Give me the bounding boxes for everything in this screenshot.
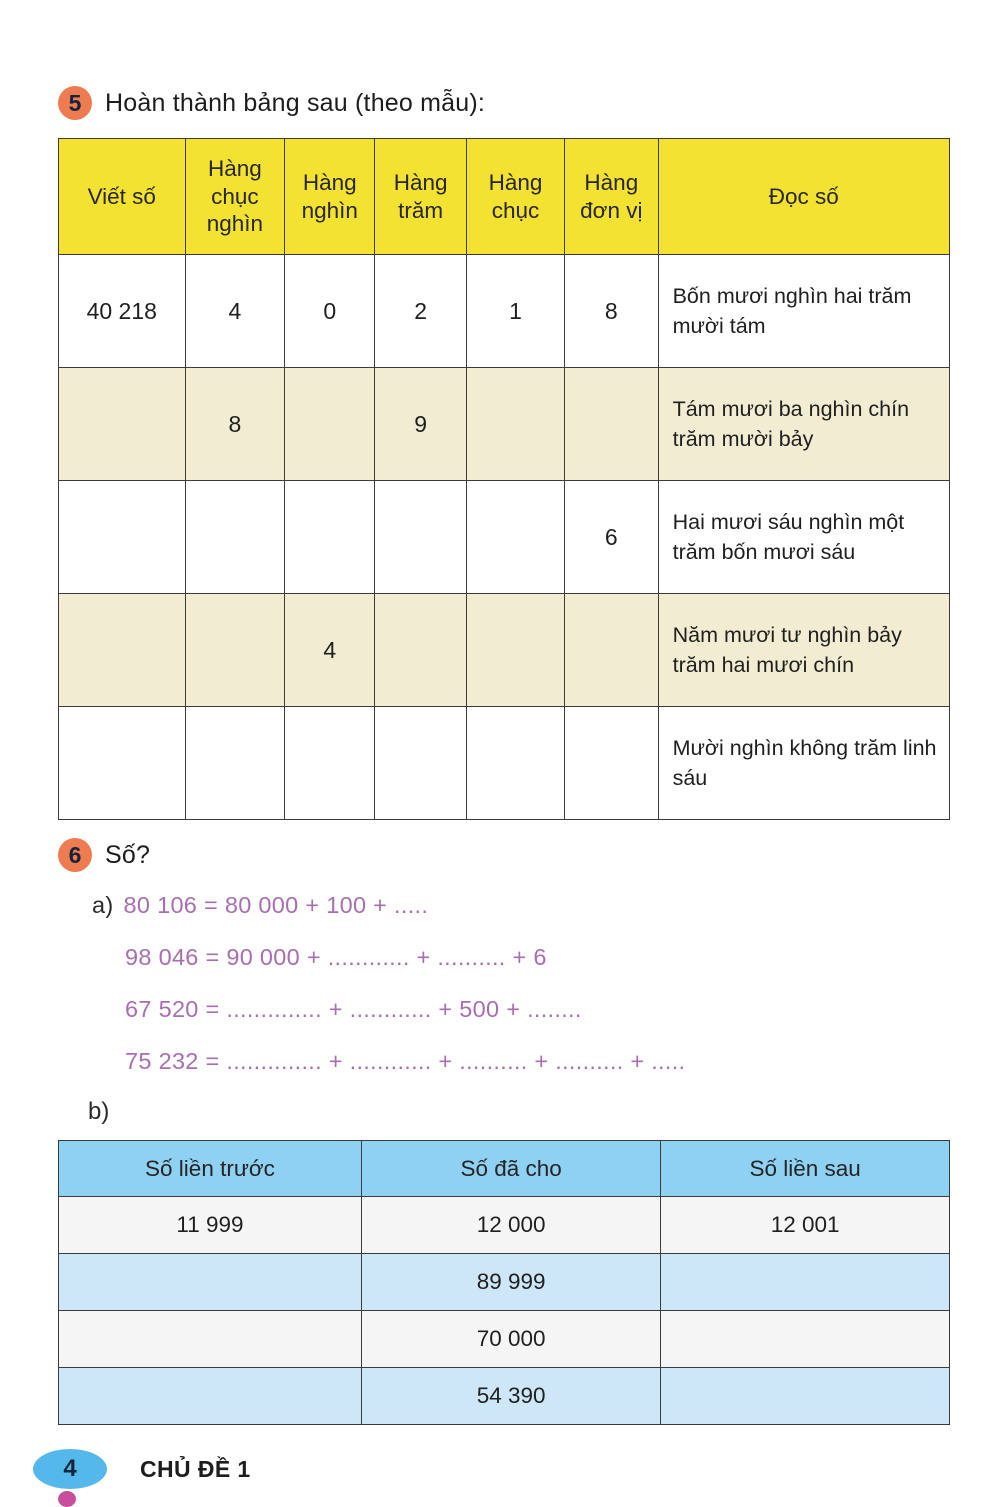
table-row [59,1197,950,1254]
cell-viet-so: 40 218 [59,255,186,368]
cell-don-vi: 6 [565,481,659,594]
cell-nghin: 0 [285,255,375,368]
cell-so-lien-truoc [59,1254,362,1311]
cell-so-da-cho: 12 000 [361,1197,660,1254]
cell-viet-so [59,368,186,481]
cell-doc-so: Mười nghìn không trăm linh sáu [658,707,949,820]
col-header-hang-tram: Hàng trăm [375,139,467,255]
cell-nghin [285,368,375,481]
cell-chuc [467,707,565,820]
equation-line [92,890,950,920]
cell-so-da-cho: 70 000 [361,1311,660,1368]
table-row [59,368,950,481]
table-row [59,255,950,368]
cell-chuc [467,368,565,481]
exercise5-number-badge: 5 [58,86,92,120]
exercise5-title: Hoàn thành bảng sau (theo mẫu): [105,88,486,117]
cell-so-lien-sau: 12 001 [661,1197,950,1254]
neighbors-header-row [59,1141,950,1197]
equation-text: 80 106 = 80 000 + 100 + ..... [123,892,429,918]
exercise5-header [58,86,950,120]
cell-doc-so: Tám mươi ba nghìn chín trăm mười bảy [658,368,949,481]
equation-line [92,994,950,1024]
part-b-label: b) [88,1098,110,1125]
cell-doc-so: Bốn mươi nghìn hai trăm mười tám [658,255,949,368]
cell-nghin [285,481,375,594]
cell-so-lien-truoc: 11 999 [59,1197,362,1254]
cell-chuc: 1 [467,255,565,368]
cell-chuc-nghin [185,594,285,707]
col-header-so-lien-sau: Số liền sau [661,1141,950,1197]
col-header-doc-so: Đọc số [658,139,949,255]
cell-chuc [467,481,565,594]
col-header-so-lien-truoc: Số liền trước [59,1141,362,1197]
chapter-label: CHỦ ĐỀ 1 [140,1455,251,1482]
cell-doc-so: Hai mươi sáu nghìn một trăm bốn mươi sáu [658,481,949,594]
equation-line [92,942,950,972]
equation-text: 98 046 = 90 000 + ............ + .......... + 6 [125,944,547,970]
cell-so-da-cho: 54 390 [361,1368,660,1425]
exercise6-part-a [92,890,950,1076]
table-row [59,594,950,707]
cell-so-da-cho: 89 999 [361,1254,660,1311]
col-header-viet-so: Viết số [59,139,186,255]
page-edge-mark [58,1491,76,1507]
exercise6-header [58,838,950,872]
cell-chuc-nghin [185,481,285,594]
cell-tram: 2 [375,255,467,368]
cell-don-vi: 8 [565,255,659,368]
col-header-hang-chuc: Hàng chục [467,139,565,255]
table-row [59,1254,950,1311]
place-value-table [58,138,950,820]
col-header-hang-nghin: Hàng nghìn [285,139,375,255]
cell-chuc-nghin: 4 [185,255,285,368]
cell-so-lien-sau [661,1254,950,1311]
table-row [59,481,950,594]
cell-so-lien-truoc [59,1368,362,1425]
cell-don-vi [565,707,659,820]
place-value-header-row [59,139,950,255]
equation-line [92,1046,950,1076]
neighbors-table [58,1140,950,1425]
cell-so-lien-sau [661,1311,950,1368]
cell-nghin: 4 [285,594,375,707]
cell-don-vi [565,368,659,481]
table-row [59,1311,950,1368]
cell-chuc-nghin [185,707,285,820]
cell-so-lien-sau [661,1368,950,1425]
cell-don-vi [565,594,659,707]
col-header-hang-chuc-nghin: Hàng chục nghìn [185,139,285,255]
table-row [59,1368,950,1425]
cell-so-lien-truoc [59,1311,362,1368]
cell-nghin [285,707,375,820]
exercise6-title: Số? [105,840,151,869]
cell-chuc-nghin: 8 [185,368,285,481]
page-footer [33,1449,950,1489]
part-a-label: a) [92,892,114,918]
cell-tram [375,481,467,594]
col-header-hang-don-vi: Hàng đơn vị [565,139,659,255]
cell-tram: 9 [375,368,467,481]
page-number-badge: 4 [33,1449,107,1489]
exercise6-number-badge: 6 [58,838,92,872]
cell-viet-so [59,594,186,707]
cell-viet-so [59,481,186,594]
cell-tram [375,707,467,820]
cell-viet-so [59,707,186,820]
equation-text: 67 520 = .............. + ............ + 500 + ........ [125,996,582,1022]
cell-tram [375,594,467,707]
equation-text: 75 232 = .............. + ............ + .......... + .......... + ..... [125,1048,686,1074]
cell-chuc [467,594,565,707]
col-header-so-da-cho: Số đã cho [361,1141,660,1197]
cell-doc-so: Năm mươi tư nghìn bảy trăm hai mươi chín [658,594,949,707]
table-row [59,707,950,820]
